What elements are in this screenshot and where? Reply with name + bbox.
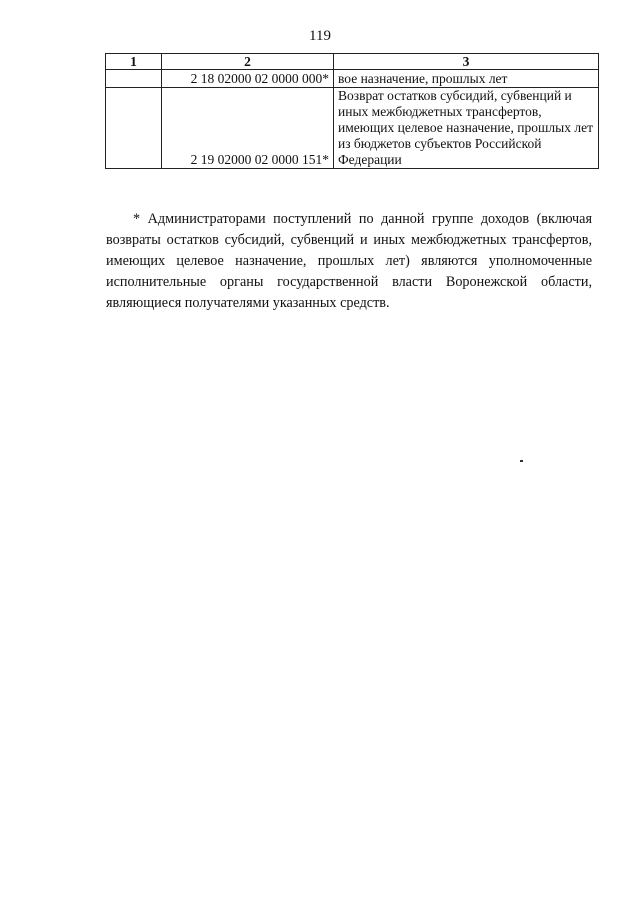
revenue-classification-table: [105, 53, 599, 169]
page-number: 119: [309, 28, 331, 44]
table-cell-admin: [106, 88, 162, 169]
table-cell-admin: [106, 70, 162, 88]
table-cell-description: Возврат остатков субсидий, субвенций и иных межбюджетных трансфертов, имеющих целевое назначение, прошлых лет из бюджетов субъектов Российской Федерации: [334, 88, 599, 169]
table-cell-code: 2 19 02000 02 0000 151*: [162, 88, 334, 169]
stray-mark: [520, 460, 523, 462]
table-cell-code: 2 18 02000 02 0000 000*: [162, 70, 334, 88]
column-header-3: 3: [334, 54, 599, 70]
table-row: [106, 88, 599, 169]
column-header-1: 1: [106, 54, 162, 70]
table-cell-description: вое назначение, прошлых лет: [334, 70, 599, 88]
table-header-row: [106, 54, 599, 70]
table-row: [106, 70, 599, 88]
footnote: * Администраторами поступлений по данной группе доходов (включая возвраты остатков субсидий, субвенций и иных межбюджетных трансфертов, имеющих целевое назначение, прошлых лет) являются уполномоченные исполнительные органы государственной власти Воронежской области, являющиеся получателями указанных средств.: [106, 211, 592, 312]
column-header-2: 2: [162, 54, 334, 70]
